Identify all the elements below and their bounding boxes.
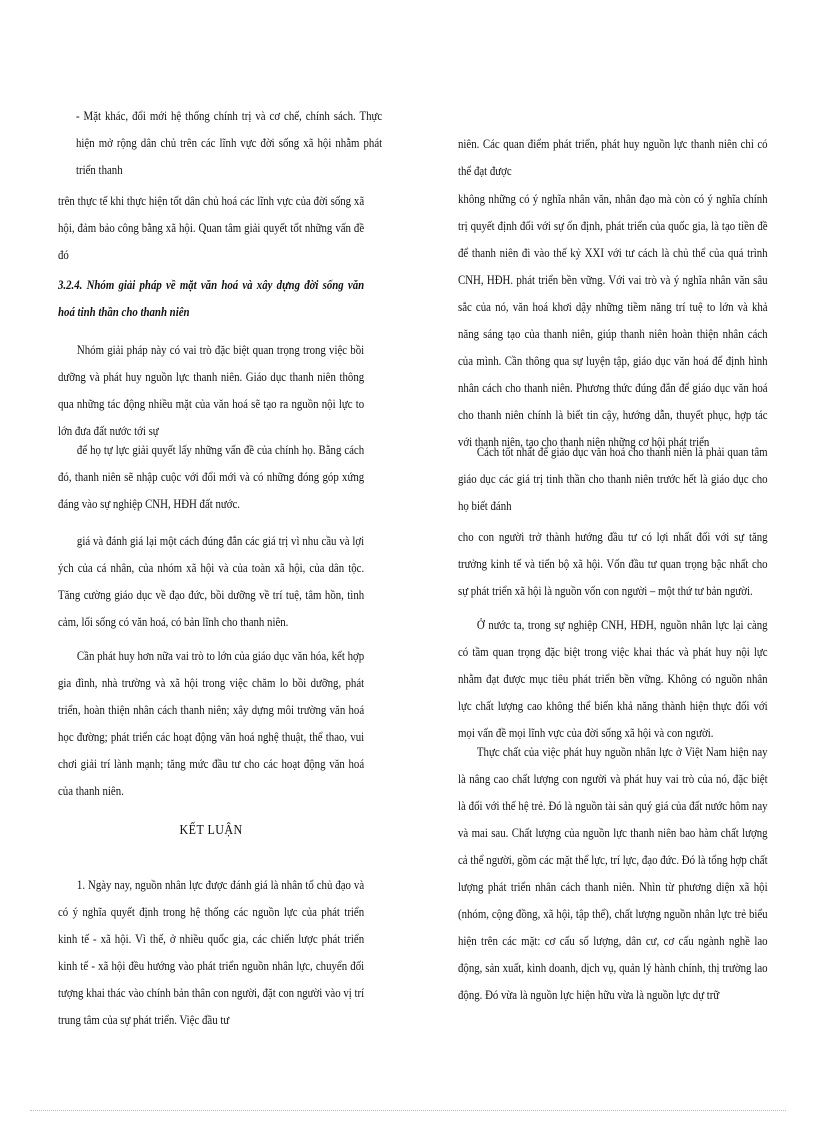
section-heading: 3.2.4. Nhóm giải pháp về mặt văn hoá và xây dựng đời sống văn hoá tinh thần cho thanh niên <box>58 278 365 319</box>
paragraph: 1. Ngày nay, nguồn nhân lực được đánh giá là nhân tố chủ đạo và có ý nghĩa quyết định trong hệ thống các nguồn lực của phát triển kinh tế - xã hội. Vì thế, ở nhiều quốc gia, các chiến lược phát triển kinh tế - xã hội đều hướng vào phát triển nguồn nhân lực, chuyển đối tượng khai thác vào chính bản thân con người, đặt con người vào vị trí trung tâm của sự phát triển. Việc đầu tư <box>58 878 365 1027</box>
paragraph: để họ tự lực giải quyết lấy những vấn đề của chính họ. Bằng cách đó, thanh niên sẽ nhập cuộc với đổi mới và có những đóng góp xứng đáng vào sự nghiệp CNH, HĐH đất nước. <box>58 443 365 511</box>
paragraph: cho con người trở thành hướng đầu tư có lợi nhất đối với sự tăng trưởng kinh tế và tiến bộ xã hội. Vốn đầu tư quan trọng bậc nhất cho sự phát triển xã hội là nguồn vốn con người – một thứ tư bản người. <box>458 530 768 598</box>
paragraph: Cần phát huy hơn nữa vai trò to lớn của giáo dục văn hóa, kết hợp gia đình, nhà trường và xã hội trong việc chăm lo bồi dưỡng, phát triển, hoàn thiện nhân cách thanh niên; xây dựng môi trường văn hoá học đường; phát triển các hoạt động văn hoá nghệ thuật, thể thao, vui chơi giải trí lành mạnh; tăng mức đầu tư cho các hoạt động văn hoá của thanh niên. <box>58 649 365 798</box>
paragraph: niên. Các quan điểm phát triển, phát huy nguồn lực thanh niên chỉ có thể đạt được <box>458 137 768 178</box>
page-bottom-rule <box>30 1110 786 1111</box>
conclusion-heading: KẾT LUẬN <box>179 823 243 838</box>
paragraph: Ở nước ta, trong sự nghiệp CNH, HĐH, nguồn nhân lực lại càng có tầm quan trọng đặc biệt trong việc khai thác và phát huy nội lực nhằm đạt được mục tiêu phát triển bền vững. Không có nguồn nhân lực chất lượng cao không thể biến khả năng thành hiện thực đối với mọi vấn đề mọi lĩnh vực của đời sống xã hội và con người. <box>458 618 768 740</box>
paragraph: Nhóm giải pháp này có vai trò đặc biệt quan trọng trong việc bồi dưỡng và phát huy nguồn lực thanh niên. Giáo dục thanh niên thông qua những tác động nhiều mặt của văn hoá sẽ tạo ra nguồn nội lực to lớn đưa đất nước tới sự <box>58 343 365 438</box>
paragraph: trên thực tế khi thực hiện tốt dân chủ hoá các lĩnh vực của đời sống xã hội, đảm bảo công bằng xã hội. Quan tâm giải quyết tốt những vấn đề đó <box>58 194 365 262</box>
paragraph: không những có ý nghĩa nhân văn, nhân đạo mà còn có ý nghĩa chính trị quyết định đối với sự ổn định, phát triển của quốc gia, là tạo tiền đề để thanh niên đi vào thế kỷ XXI với tư cách là chủ thể của quá trình CNH, HĐH. phát triển bền vững. Với vai trò và ý nghĩa nhân văn sâu sắc của nó, văn hoá khơi dậy những tiềm năng trí tuệ to lớn và khả năng sáng tạo của thanh niên, giúp thanh niên hoàn thiện nhân cách của mình. Cần thông qua sự luyện tập, giáo dục văn hoá để định hình nhân cách cho thanh niên. Phương thức đúng đắn để giáo dục văn hoá cho thanh niên chính là biết tin cậy, hướng dẫn, thuyết phục, hợp tác với thanh niên, tạo cho thanh niên những cơ hội phát triển <box>458 192 768 449</box>
paragraph: Cách tốt nhất để giáo dục văn hoá cho thanh niên là phải quan tâm giáo dục các giá trị tinh thần cho thanh niên trước hết là giáo dục cho họ biết đánh <box>458 445 768 513</box>
paragraph: Thực chất của việc phát huy nguồn nhân lực ở Việt Nam hiện nay là nâng cao chất lượng con người và phát huy vai trò của nó, đặc biệt là đối với thế hệ trẻ. Đó là nguồn tài sản quý giá của đất nước hôm nay và mai sau. Chất lượng của nguồn lực thanh niên bao hàm chất lượng cả thể người, gồm các mặt thể lực, trí lực, đạo đức. Đó là tổng hợp chất lượng phát triển nhân cách thanh niên. Nhìn từ phương diện xã hội (nhóm, cộng đồng, xã hội, tập thể), chất lượng nguồn nhân lực trẻ biểu hiện trên các mặt: cơ cấu số lượng, dân cư, cơ cấu ngành nghề lao động, sản xuất, kinh doanh, dịch vụ, quản lý hành chính, thị trường lao động. Đó vừa là nguồn lực hiện hữu vừa là nguồn lực dự trữ <box>458 745 768 1002</box>
paragraph: - Mặt khác, đổi mới hệ thống chính trị và cơ chế, chính sách. Thực hiện mở rộng dân chủ trên các lĩnh vực đời sống xã hội nhằm phát triển thanh <box>76 109 383 177</box>
paragraph: giá và đánh giá lại một cách đúng đắn các giá trị vì nhu cầu và lợi ých của cá nhân, của nhóm xã hội và của toàn xã hội, của dân tộc. Tăng cường giáo dục về đạo đức, bồi dưỡng về trí tuệ, tâm hồn, tình cảm, lối sống có văn hoá, có bản lĩnh cho thanh niên. <box>58 534 365 629</box>
